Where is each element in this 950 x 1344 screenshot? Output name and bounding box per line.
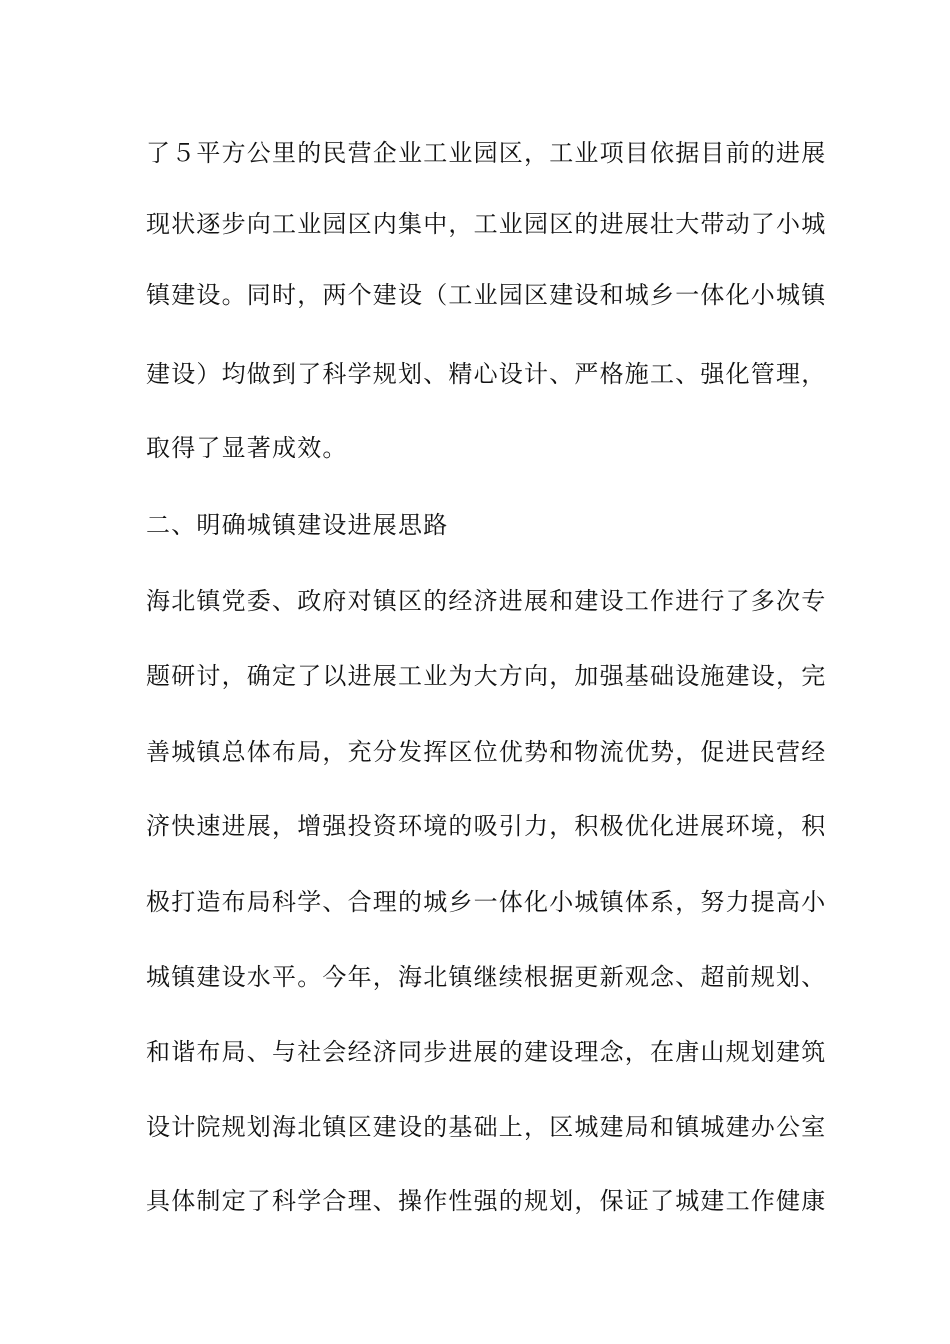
body-text-line: 设计院规划海北镇区建设的基础上，区城建局和镇城建办公室 [146,1113,827,1141]
section-heading: 二、明确城镇建设进展思路 [146,511,449,539]
body-text-line: 善城镇总体布局，充分发挥区位优势和物流优势，促进民营经 [146,738,827,766]
body-text-line: 海北镇党委、政府对镇区的经济进展和建设工作进行了多次专 [146,587,827,615]
body-text-line: 城镇建设水平。今年，海北镇继续根据更新观念、超前规划、 [146,963,827,991]
body-text-line: 和谐布局、与社会经济同步进展的建设理念，在唐山规划建筑 [146,1038,827,1066]
body-text-line: 济快速进展，增强投资环境的吸引力，积极优化进展环境，积 [146,812,827,840]
body-text-line: 题研讨，确定了以进展工业为大方向，加强基础设施建设，完 [146,662,827,690]
body-text-line: 建设）均做到了科学规划、精心设计、严格施工、强化管理， [146,360,827,388]
body-text-line: 具体制定了科学合理、操作性强的规划，保证了城建工作健康 [146,1187,827,1215]
body-text-line: 极打造布局科学、合理的城乡一体化小城镇体系，努力提高小 [146,888,827,916]
body-text-line: 镇建设。同时，两个建设（工业园区建设和城乡一体化小城镇 [146,281,827,309]
body-text-line: 现状逐步向工业园区内集中，工业园区的进展壮大带动了小城 [146,210,827,238]
body-text-line: 了５平方公里的民营企业工业园区，工业项目依据目前的进展 [146,139,827,167]
body-text-line: 取得了显著成效。 [146,434,348,462]
